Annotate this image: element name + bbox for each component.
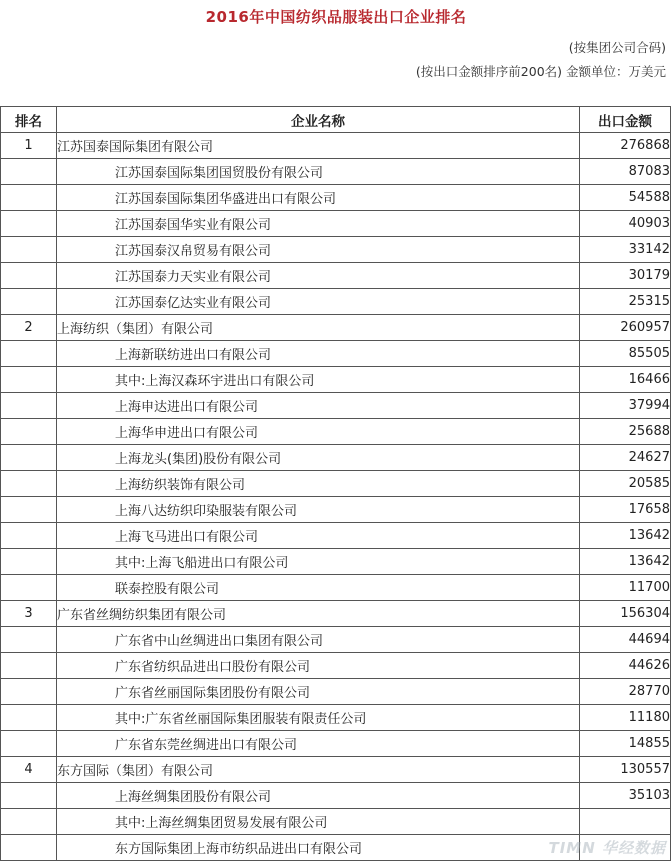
company-name-cell: 其中:上海汉森环宇进出口有限公司 <box>57 367 580 393</box>
unit-note: (按出口金额排序前200名) 金额单位：万美元 <box>415 64 666 79</box>
subsidiary-row <box>1 705 671 731</box>
export-amount-cell: 20585 <box>580 471 671 497</box>
export-amount-cell: 54588 <box>580 185 671 211</box>
rank-cell <box>1 185 57 211</box>
ranking-table <box>0 106 671 861</box>
subsidiary-row <box>1 289 671 315</box>
subsidiary-row <box>1 575 671 601</box>
export-amount-cell: 156304 <box>580 601 671 627</box>
export-amount-cell: 85505 <box>580 341 671 367</box>
rank-cell: 4 <box>1 757 57 783</box>
subsidiary-row <box>1 211 671 237</box>
group-note: (按集团公司合码) <box>568 40 666 55</box>
group-row <box>1 315 671 341</box>
watermark-logo: TIMN 华经数据 <box>548 839 666 857</box>
export-amount-cell: 25315 <box>580 289 671 315</box>
rank-cell <box>1 367 57 393</box>
subsidiary-row <box>1 471 671 497</box>
header-export-amount: 出口金额 <box>580 107 671 133</box>
company-name-cell: 东方国际（集团）有限公司 <box>57 757 580 783</box>
company-name-cell: 江苏国泰国际集团华盛进出口有限公司 <box>57 185 580 211</box>
company-name-cell: 东方国际集团上海市纺织品进出口有限公司 <box>57 835 580 861</box>
company-name-cell: 上海新联纺进出口有限公司 <box>57 341 580 367</box>
rank-cell <box>1 237 57 263</box>
export-amount-cell: 17658 <box>580 497 671 523</box>
subsidiary-row <box>1 679 671 705</box>
export-amount-cell: 25688 <box>580 419 671 445</box>
company-name-cell: 上海申达进出口有限公司 <box>57 393 580 419</box>
export-amount-cell: 30179 <box>580 263 671 289</box>
subsidiary-row <box>1 523 671 549</box>
company-name-cell: 上海八达纺织印染服装有限公司 <box>57 497 580 523</box>
company-name-cell: 上海丝绸集团股份有限公司 <box>57 783 580 809</box>
rank-cell <box>1 575 57 601</box>
company-name-cell: 上海飞马进出口有限公司 <box>57 523 580 549</box>
company-name-cell: 江苏国泰国际集团有限公司 <box>57 133 580 159</box>
subsidiary-row <box>1 393 671 419</box>
company-name-cell: 江苏国泰汉帛贸易有限公司 <box>57 237 580 263</box>
company-name-cell: 广东省丝丽国际集团股份有限公司 <box>57 679 580 705</box>
rank-cell <box>1 263 57 289</box>
export-amount-cell: 130557 <box>580 757 671 783</box>
rank-cell <box>1 705 57 731</box>
subsidiary-row <box>1 237 671 263</box>
header-company-name: 企业名称 <box>57 107 580 133</box>
company-name-cell: 广东省中山丝绸进出口集团有限公司 <box>57 627 580 653</box>
company-name-cell: 江苏国泰力天实业有限公司 <box>57 263 580 289</box>
subsidiary-row <box>1 159 671 185</box>
rank-cell <box>1 393 57 419</box>
company-name-cell: 广东省东莞丝绸进出口有限公司 <box>57 731 580 757</box>
page-title: 2016年中国纺织品服装出口企业排名 <box>205 8 467 26</box>
export-amount-cell: 28770 <box>580 679 671 705</box>
export-amount-cell: 13642 <box>580 523 671 549</box>
export-amount-cell: 37994 <box>580 393 671 419</box>
export-amount-cell <box>580 809 671 835</box>
company-name-cell: 联泰控股有限公司 <box>57 575 580 601</box>
rank-cell <box>1 783 57 809</box>
table-header-row <box>1 107 671 133</box>
subsidiary-row <box>1 263 671 289</box>
subsidiary-row <box>1 731 671 757</box>
export-amount-cell: 276868 <box>580 133 671 159</box>
export-amount-cell: 40903 <box>580 211 671 237</box>
export-amount-cell: 35103 <box>580 783 671 809</box>
export-amount-cell: 44626 <box>580 653 671 679</box>
company-name-cell: 江苏国泰国华实业有限公司 <box>57 211 580 237</box>
header-rank: 排名 <box>1 107 57 133</box>
company-name-cell: 其中:上海丝绸集团贸易发展有限公司 <box>57 809 580 835</box>
rank-cell <box>1 159 57 185</box>
rank-cell <box>1 679 57 705</box>
company-name-cell: 广东省丝绸纺织集团有限公司 <box>57 601 580 627</box>
export-amount-cell: 87083 <box>580 159 671 185</box>
rank-cell <box>1 211 57 237</box>
rank-cell <box>1 289 57 315</box>
company-name-cell: 其中:上海飞船进出口有限公司 <box>57 549 580 575</box>
rank-cell <box>1 497 57 523</box>
export-amount-cell: 24627 <box>580 445 671 471</box>
rank-cell <box>1 809 57 835</box>
rank-cell: 2 <box>1 315 57 341</box>
rank-cell <box>1 419 57 445</box>
subsidiary-row <box>1 419 671 445</box>
subsidiary-row <box>1 653 671 679</box>
company-name-cell: 上海华申进出口有限公司 <box>57 419 580 445</box>
subsidiary-row <box>1 809 671 835</box>
rank-cell <box>1 523 57 549</box>
group-row <box>1 757 671 783</box>
subsidiary-row <box>1 497 671 523</box>
rank-cell <box>1 653 57 679</box>
rank-cell <box>1 445 57 471</box>
rank-cell <box>1 627 57 653</box>
rank-cell <box>1 731 57 757</box>
rank-cell <box>1 471 57 497</box>
rank-cell: 3 <box>1 601 57 627</box>
company-name-cell: 江苏国泰亿达实业有限公司 <box>57 289 580 315</box>
export-amount-cell: 44694 <box>580 627 671 653</box>
company-name-cell: 上海纺织装饰有限公司 <box>57 471 580 497</box>
export-amount-cell: 16466 <box>580 367 671 393</box>
subsidiary-row <box>1 185 671 211</box>
company-name-cell: 其中:广东省丝丽国际集团服装有限责任公司 <box>57 705 580 731</box>
subsidiary-row <box>1 341 671 367</box>
export-amount-cell: 11700 <box>580 575 671 601</box>
company-name-cell: 江苏国泰国际集团国贸股份有限公司 <box>57 159 580 185</box>
subsidiary-row <box>1 445 671 471</box>
subsidiary-row <box>1 783 671 809</box>
rank-cell: 1 <box>1 133 57 159</box>
export-amount-cell: 33142 <box>580 237 671 263</box>
company-name-cell: 上海龙头(集团)股份有限公司 <box>57 445 580 471</box>
subsidiary-row <box>1 367 671 393</box>
rank-cell <box>1 549 57 575</box>
group-row <box>1 133 671 159</box>
group-row <box>1 601 671 627</box>
company-name-cell: 上海纺织（集团）有限公司 <box>57 315 580 341</box>
rank-cell <box>1 835 57 861</box>
subsidiary-row <box>1 549 671 575</box>
export-amount-cell: 13642 <box>580 549 671 575</box>
export-amount-cell: 11180 <box>580 705 671 731</box>
export-amount-cell: 14855 <box>580 731 671 757</box>
subsidiary-row <box>1 627 671 653</box>
rank-cell <box>1 341 57 367</box>
export-amount-cell: 260957 <box>580 315 671 341</box>
company-name-cell: 广东省纺织品进出口股份有限公司 <box>57 653 580 679</box>
